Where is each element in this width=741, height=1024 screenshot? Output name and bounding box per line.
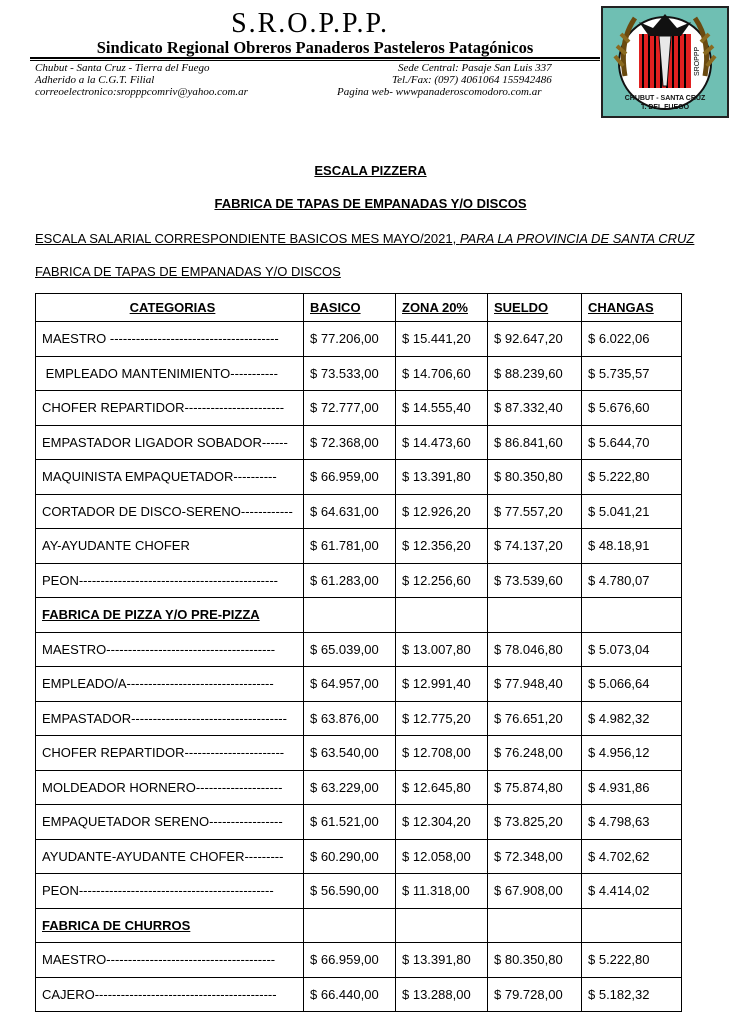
doc-heading-1: ESCALA PIZZERA — [314, 163, 427, 178]
org-short-name: S.R.O.P.P.P. — [231, 8, 389, 39]
cell-sueldo: $ 76.651,20 — [488, 701, 582, 736]
cell-category: MOLDEADOR HORNERO-------------------- — [36, 770, 304, 805]
cell-category: MAESTRO--------------------------------------- — [36, 632, 304, 667]
cell-sueldo: $ 67.908,00 — [488, 874, 582, 909]
table-row — [36, 839, 682, 874]
cell-basico: $ 63.229,00 — [304, 770, 396, 805]
cell-sueldo: $ 80.350,80 — [488, 943, 582, 978]
cell-sueldo: $ 73.825,20 — [488, 805, 582, 840]
salary-scale-text: ESCALA SALARIAL CORRESPONDIENTE BASICOS MES MAYO/2021, — [35, 231, 460, 246]
table-row — [36, 874, 682, 909]
cell-sueldo — [488, 908, 582, 943]
table-row — [36, 736, 682, 771]
cell-sueldo: $ 86.841,60 — [488, 425, 582, 460]
cell-sueldo: $ 73.539,60 — [488, 563, 582, 598]
cell-basico: $ 66.440,00 — [304, 977, 396, 1012]
cell-changas: $ 4.780,07 — [582, 563, 682, 598]
cell-zona: $ 12.775,20 — [396, 701, 488, 736]
cell-zona — [396, 908, 488, 943]
cell-basico: $ 63.876,00 — [304, 701, 396, 736]
cell-category: MAESTRO--------------------------------------- — [36, 943, 304, 978]
table-row — [36, 701, 682, 736]
cell-basico — [304, 598, 396, 633]
cell-zona: $ 12.256,60 — [396, 563, 488, 598]
logo-bottom-text-1: CHUBUT - SANTA CRUZ — [624, 95, 706, 102]
col-header-basico: BASICO — [304, 294, 396, 322]
cell-sueldo — [488, 598, 582, 633]
cell-changas: $ 4.931,86 — [582, 770, 682, 805]
cell-category: MAESTRO --------------------------------------- — [36, 322, 304, 357]
cell-sueldo: $ 72.348,00 — [488, 839, 582, 874]
cell-sueldo: $ 77.557,20 — [488, 494, 582, 529]
table-row — [36, 391, 682, 426]
table-row — [36, 667, 682, 702]
cell-changas: $ 4.414,02 — [582, 874, 682, 909]
cell-sueldo: $ 74.137,20 — [488, 529, 582, 564]
header-email[interactable]: correoelectronico:sropppcomriv@yahoo.com.ar — [35, 86, 248, 98]
cell-zona: $ 13.391,80 — [396, 943, 488, 978]
cell-category: MAQUINISTA EMPAQUETADOR---------- — [36, 460, 304, 495]
table-row — [36, 356, 682, 391]
cell-basico: $ 77.206,00 — [304, 322, 396, 357]
cell-changas: $ 4.798,63 — [582, 805, 682, 840]
cell-zona — [396, 598, 488, 633]
section-line: FABRICA DE TAPAS DE EMPANADAS Y/O DISCOS — [35, 264, 341, 279]
cell-changas: $ 5.066,64 — [582, 667, 682, 702]
cell-zona: $ 12.708,00 — [396, 736, 488, 771]
cell-category: EMPAQUETADOR SERENO----------------- — [36, 805, 304, 840]
cell-changas: $ 5.073,04 — [582, 632, 682, 667]
cell-basico: $ 72.368,00 — [304, 425, 396, 460]
cell-changas: $ 5.644,70 — [582, 425, 682, 460]
doc-heading-2: FABRICA DE TAPAS DE EMPANADAS Y/O DISCOS — [214, 196, 527, 211]
cell-changas: $ 4.982,32 — [582, 701, 682, 736]
cell-changas — [582, 598, 682, 633]
cell-basico: $ 65.039,00 — [304, 632, 396, 667]
cell-basico: $ 61.521,00 — [304, 805, 396, 840]
cell-category: PEON--------------------------------------------- — [36, 874, 304, 909]
table-section-row — [36, 908, 682, 943]
cell-basico: $ 56.590,00 — [304, 874, 396, 909]
header-rule-thin — [30, 60, 600, 61]
cell-zona: $ 12.304,20 — [396, 805, 488, 840]
table-row — [36, 460, 682, 495]
cell-category: AYUDANTE-AYUDANTE CHOFER--------- — [36, 839, 304, 874]
cell-changas — [582, 908, 682, 943]
cell-zona: $ 13.288,00 — [396, 977, 488, 1012]
table-row — [36, 494, 682, 529]
col-header-sueldo: SUELDO — [488, 294, 582, 322]
cell-zona: $ 11.318,00 — [396, 874, 488, 909]
cell-changas: $ 6.022,06 — [582, 322, 682, 357]
cell-sueldo: $ 77.948,40 — [488, 667, 582, 702]
cell-basico: $ 72.777,00 — [304, 391, 396, 426]
cell-basico — [304, 908, 396, 943]
cell-basico: $ 73.533,00 — [304, 356, 396, 391]
cell-zona: $ 12.991,40 — [396, 667, 488, 702]
cell-changas: $ 4.956,12 — [582, 736, 682, 771]
cell-basico: $ 61.283,00 — [304, 563, 396, 598]
cell-zona: $ 12.058,00 — [396, 839, 488, 874]
cell-category: CHOFER REPARTIDOR----------------------- — [36, 736, 304, 771]
cell-changas: $ 5.222,80 — [582, 943, 682, 978]
header-right-line-2: Tel./Fax: (097) 4061064 155942486 — [392, 74, 552, 86]
col-header-changas: CHANGAS — [582, 294, 682, 322]
section-title: FABRICA DE CHURROS — [36, 908, 304, 943]
col-header-zona: ZONA 20% — [396, 294, 488, 322]
cell-zona: $ 12.645,80 — [396, 770, 488, 805]
union-logo-emblem — [601, 6, 729, 118]
cell-category: EMPLEADO/A---------------------------------- — [36, 667, 304, 702]
header-left-line-1: Chubut - Santa Cruz - Tierra del Fuego — [35, 62, 210, 74]
province-text: PARA LA PROVINCIA DE SANTA CRUZ — [459, 231, 695, 246]
table-row — [36, 632, 682, 667]
cell-basico: $ 64.957,00 — [304, 667, 396, 702]
cell-zona: $ 12.926,20 — [396, 494, 488, 529]
cell-category: PEON---------------------------------------------- — [36, 563, 304, 598]
cell-sueldo: $ 87.332,40 — [488, 391, 582, 426]
cell-sueldo: $ 92.647,20 — [488, 322, 582, 357]
logo-side-text: SROPPP — [694, 46, 701, 76]
cell-changas: $ 5.041,21 — [582, 494, 682, 529]
cell-sueldo: $ 79.728,00 — [488, 977, 582, 1012]
cell-sueldo: $ 78.046,80 — [488, 632, 582, 667]
cell-sueldo: $ 76.248,00 — [488, 736, 582, 771]
cell-changas: $ 5.735,57 — [582, 356, 682, 391]
table-section-row — [36, 598, 682, 633]
cell-zona: $ 13.391,80 — [396, 460, 488, 495]
table-row — [36, 943, 682, 978]
table-row — [36, 770, 682, 805]
table-row — [36, 977, 682, 1012]
table-row — [36, 322, 682, 357]
cell-category: EMPASTADOR LIGADOR SOBADOR------ — [36, 425, 304, 460]
cell-changas: $ 5.182,32 — [582, 977, 682, 1012]
section-title: FABRICA DE PIZZA Y/O PRE-PIZZA — [36, 598, 304, 633]
table-row — [36, 529, 682, 564]
header-left-line-2: Adherido a la C.G.T. Filial — [35, 74, 155, 86]
header-right-line-1: Sede Central: Pasaje San Luis 337 — [398, 62, 552, 74]
cell-zona: $ 14.555,40 — [396, 391, 488, 426]
cell-zona: $ 14.706,60 — [396, 356, 488, 391]
cell-zona: $ 12.356,20 — [396, 529, 488, 564]
cell-basico: $ 61.781,00 — [304, 529, 396, 564]
cell-category: EMPASTADOR------------------------------------ — [36, 701, 304, 736]
salary-table — [35, 293, 682, 1012]
salary-scale-line — [35, 231, 694, 246]
cell-zona: $ 14.473,60 — [396, 425, 488, 460]
cell-basico: $ 66.959,00 — [304, 460, 396, 495]
cell-sueldo: $ 80.350,80 — [488, 460, 582, 495]
cell-zona: $ 13.007,80 — [396, 632, 488, 667]
cell-basico: $ 64.631,00 — [304, 494, 396, 529]
cell-sueldo: $ 88.239,60 — [488, 356, 582, 391]
org-full-name: Sindicato Regional Obreros Panaderos Pasteleros Patagónicos — [96, 38, 534, 57]
cell-category: CHOFER REPARTIDOR----------------------- — [36, 391, 304, 426]
table-row — [36, 425, 682, 460]
header-rule — [30, 57, 600, 59]
cell-basico: $ 63.540,00 — [304, 736, 396, 771]
table-row — [36, 805, 682, 840]
logo-bottom-text-2: T. DEL FUEGO — [640, 104, 690, 111]
cell-category: CORTADOR DE DISCO-SERENO------------ — [36, 494, 304, 529]
col-header-categorias: CATEGORIAS — [36, 294, 304, 322]
cell-basico: $ 66.959,00 — [304, 943, 396, 978]
cell-changas: $ 5.676,60 — [582, 391, 682, 426]
cell-basico: $ 60.290,00 — [304, 839, 396, 874]
cell-changas: $ 48.18,91 — [582, 529, 682, 564]
cell-category: EMPLEADO MANTENIMIENTO----------- — [36, 356, 304, 391]
cell-sueldo: $ 75.874,80 — [488, 770, 582, 805]
cell-category: AY-AYUDANTE CHOFER — [36, 529, 304, 564]
header-website[interactable]: Pagina web- wwwpanaderoscomodoro.com.ar — [337, 86, 542, 98]
cell-changas: $ 4.702,62 — [582, 839, 682, 874]
cell-changas: $ 5.222,80 — [582, 460, 682, 495]
table-header-row — [36, 294, 682, 322]
cell-zona: $ 15.441,20 — [396, 322, 488, 357]
cell-category: CAJERO------------------------------------------ — [36, 977, 304, 1012]
table-row — [36, 563, 682, 598]
